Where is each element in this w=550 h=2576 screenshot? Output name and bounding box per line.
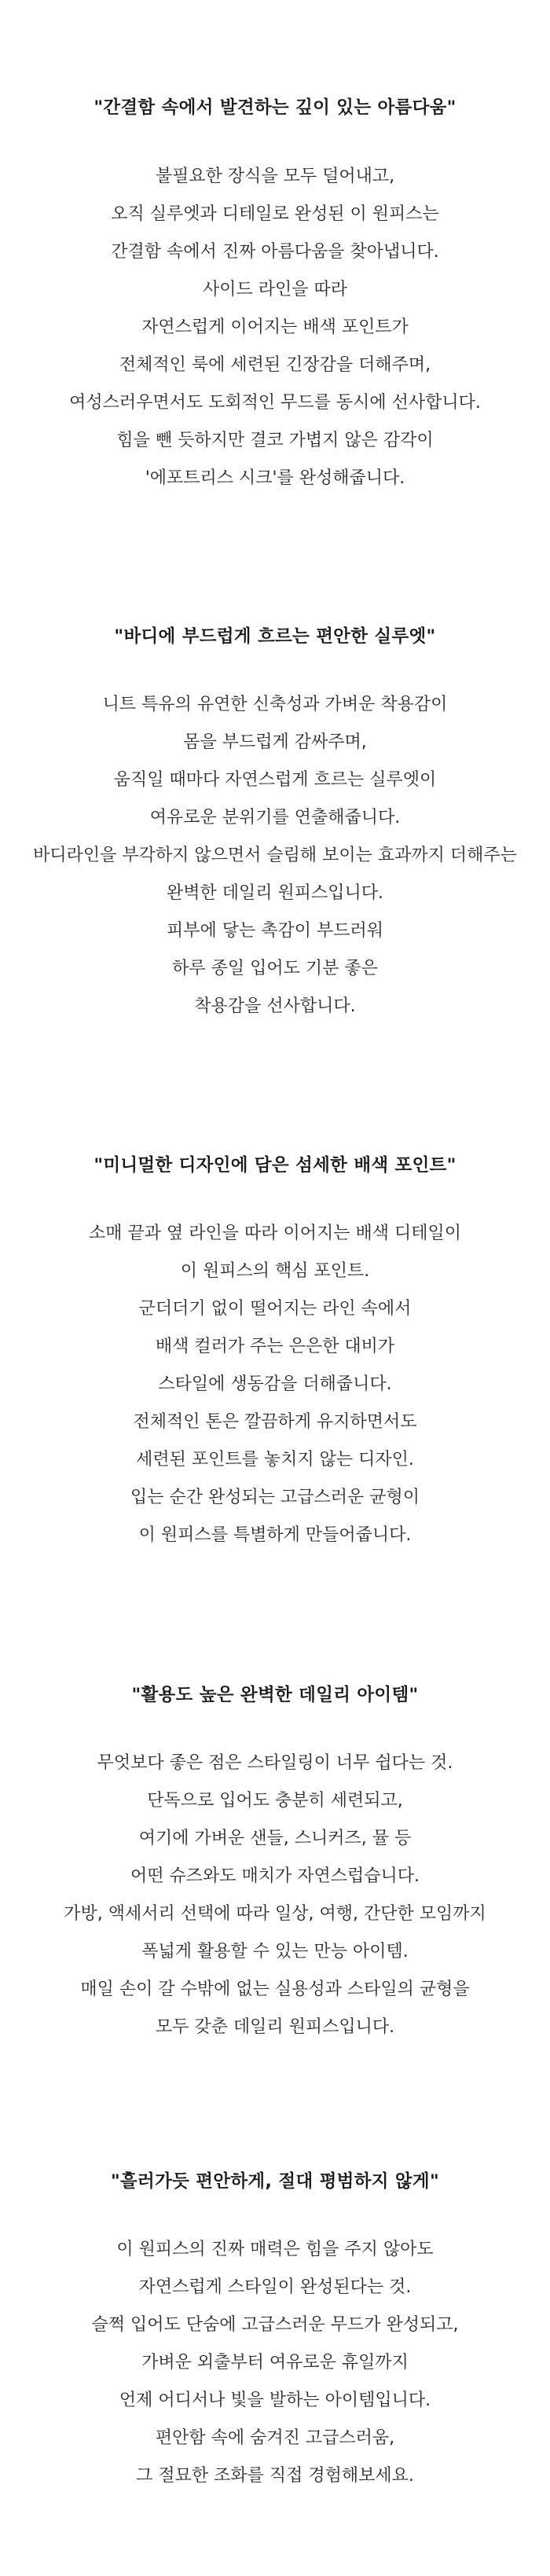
body-line: 착용감을 선사합니다.: [194, 996, 356, 1016]
body-line: 사이드 라인을 따라: [202, 280, 347, 299]
body-line: 가방, 액세서리 선택에 따라 일상, 여행, 간단한 모임까지: [64, 1904, 486, 1924]
body-line: 움직일 때마다 자연스럽게 흐르는 실루엣이: [113, 770, 437, 790]
body-line: 전체적인 톤은 깔끔하게 유지하면서도: [133, 1412, 417, 1432]
body-line: 편안함 속에 숨겨진 고급스러움,: [155, 2428, 395, 2448]
section-daily-item: [0, 1683, 550, 2046]
body-line: 이 원피스의 진짜 매력은 힘을 주지 않아도: [116, 2240, 434, 2259]
body-line: 세련된 포인트를 놓치지 않는 디자인.: [136, 1450, 414, 1470]
section-title: "바디에 부드럽게 흐르는 편안한 실루엣": [114, 626, 436, 647]
section-body: [0, 158, 550, 497]
section-title: "활용도 높은 완벽한 데일리 아이템": [131, 1685, 419, 1705]
body-line: 무엇보다 좋은 점은 스타일링이 너무 쉽다는 것.: [97, 1753, 453, 1773]
body-line: 여성스러우면서도 도회적인 무드를 동시에 선사합니다.: [69, 393, 481, 413]
section-body: [0, 686, 550, 1026]
body-line: 슬쩍 입어도 단숨에 고급스러운 무드가 완성되고,: [91, 2315, 459, 2335]
body-line: 전체적인 룩에 세련된 긴장감을 더해주며,: [119, 355, 431, 375]
body-line: 단독으로 입어도 충분히 세련되고,: [147, 1791, 403, 1811]
body-line: 피부에 닿는 촉감이 부드러워: [166, 921, 383, 941]
body-line: 가벼운 외출부터 여유로운 휴일까지: [141, 2353, 409, 2372]
body-line: 여기에 가벼운 샌들, 스니커즈, 뮬 등: [138, 1829, 412, 1848]
body-line: 자연스럽게 스타일이 완성된다는 것.: [138, 2277, 412, 2297]
body-line: 자연스럽게 이어지는 배색 포인트가: [141, 317, 409, 337]
section-title: "흘러가듯 편안하게, 절대 평범하지 않게": [111, 2171, 439, 2192]
body-line: 입는 순간 완성되는 고급스러운 균형이: [130, 1488, 420, 1507]
body-line: 어떤 슈즈와도 매치가 자연스럽습니다.: [130, 1866, 420, 1886]
body-line: 간결함 속에서 진짜 아름다움을 찾아냅니다.: [111, 242, 439, 262]
body-line: 오직 실루엣과 디테일로 완성된 이 원피스는: [111, 204, 439, 224]
body-line: 그 절묘한 조화를 직접 경험해보세요.: [136, 2466, 414, 2486]
section-effortless: [0, 2170, 550, 2495]
section-minimal-beauty: [0, 96, 550, 497]
section-body: [0, 1215, 550, 1554]
body-line: '에포트리스 시크'를 완성해줍니다.: [145, 468, 405, 488]
body-line: 힘을 뺀 듯하지만 결코 가볍지 않은 감각이: [116, 431, 434, 450]
body-line: 이 원피스의 핵심 포인트.: [180, 1261, 370, 1281]
body-line: 모두 갖춘 데일리 원피스입니다.: [155, 2017, 395, 2037]
body-line: 하루 종일 입어도 기분 좋은: [172, 959, 378, 978]
section-color-point: [0, 1154, 550, 1554]
body-line: 언제 어디서나 빛을 발하는 아이템입니다.: [119, 2391, 431, 2410]
body-line: 배색 컬러가 주는 은은한 대비가: [155, 1337, 395, 1356]
body-line: 군더더기 없이 떨어지는 라인 속에서: [138, 1299, 412, 1319]
body-line: 이 원피스를 특별하게 만들어줍니다.: [138, 1525, 412, 1545]
body-line: 매일 손이 갈 수밖에 없는 실용성과 스타일의 균형을: [80, 1980, 470, 1999]
body-line: 스타일에 생동감을 더해줍니다.: [158, 1374, 392, 1394]
body-line: 여유로운 분위기를 연출해줍니다.: [149, 808, 401, 827]
body-line: 몸을 부드럽게 감싸주며,: [183, 732, 367, 752]
body-line: 소매 끝과 옆 라인을 따라 이어지는 배색 디테일이: [89, 1224, 461, 1243]
body-line: 폭넓게 활용할 수 있는 만능 아이템.: [141, 1942, 409, 1961]
section-body: [0, 1745, 550, 2046]
section-body: [0, 2231, 550, 2495]
body-line: 불필요한 장식을 모두 덜어내고,: [155, 167, 395, 186]
section-title: "미니멀한 디자인에 담은 섬세한 배색 포인트": [94, 1155, 456, 1176]
body-line: 바디라인을 부각하지 않으면서 슬림해 보이는 효과까지 더해주는: [33, 846, 517, 865]
section-comfortable-silhouette: [0, 625, 550, 1026]
body-line: 완벽한 데일리 원피스입니다.: [166, 883, 383, 903]
section-title: "간결함 속에서 발견하는 깊이 있는 아름다움": [94, 97, 456, 118]
body-line: 니트 특유의 유연한 신축성과 가벼운 착용감이: [102, 695, 448, 714]
